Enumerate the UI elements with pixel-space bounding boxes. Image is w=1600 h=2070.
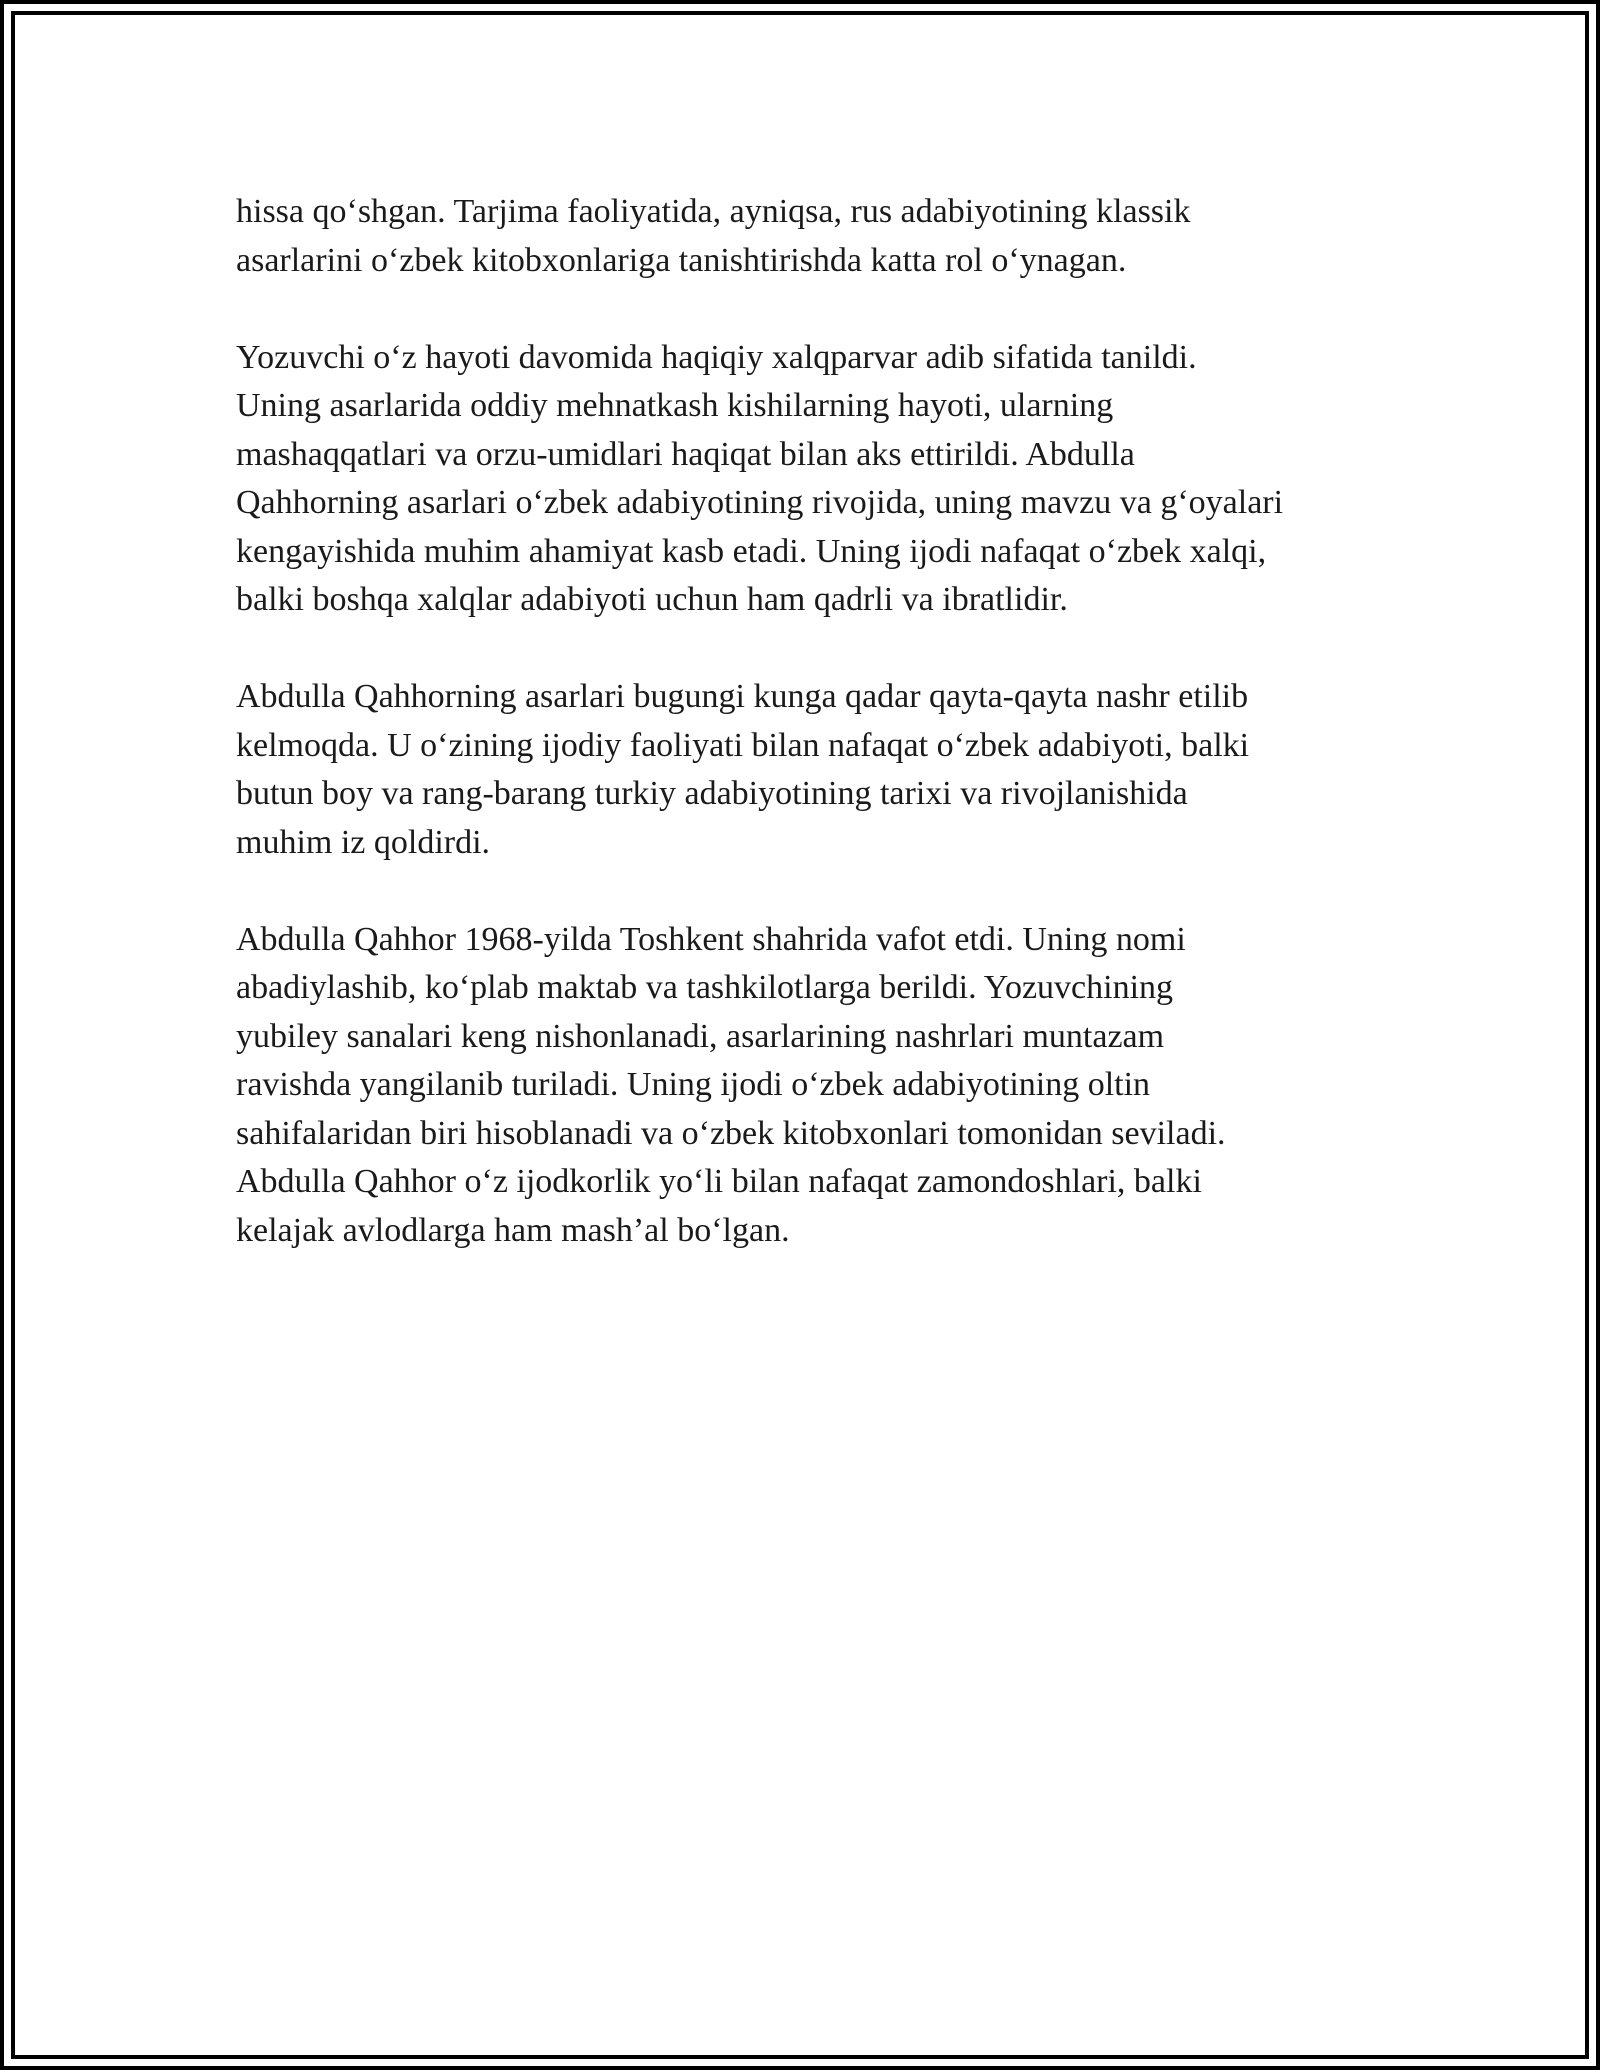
paragraph-translation: [236, 188, 1376, 285]
text-line: muhim iz qoldirdi.: [236, 823, 491, 861]
text-line: Abdulla Qahhorning asarlari bugungi kunga qadar qayta-qayta nashr etilib: [236, 678, 1249, 715]
text-line: yubiley sanalari keng nishonlanadi, asarlarining nashrlari muntazam: [236, 1017, 1165, 1055]
paragraph-legacy: [236, 916, 1376, 1256]
text-line: Abdulla Qahhor 1968-yilda Toshkent shahrida vafot etdi. Uning nomi: [236, 920, 1186, 958]
document-body: [236, 188, 1376, 1304]
text-line: Uning asarlarida oddiy mehnatkash kishilarning hayoti, ularning: [236, 387, 1114, 424]
text-line: Abdulla Qahhor o‘z ijodkorlik yo‘li bilan nafaqat zamondoshlari, balki: [236, 1163, 1202, 1200]
text-line: Qahhorning asarlari o‘zbek adabiyotining rivojida, uning mavzu va g‘oyalari: [236, 484, 1284, 521]
paragraph-publication: [236, 673, 1376, 867]
paragraph-writer-recognition: [236, 334, 1376, 625]
text-line: butun boy va rang-barang turkiy adabiyotining tarixi va rivojlanishida: [236, 775, 1188, 812]
text-line: Yozuvchi o‘z hayoti davomida haqiqiy xalqparvar adib sifatida tanildi.: [236, 338, 1197, 376]
text-line: kengayishida muhim ahamiyat kasb etadi. Uning ijodi nafaqat o‘zbek xalqi,: [236, 532, 1267, 570]
text-line: kelmoqda. U o‘zining ijodiy faoliyati bilan nafaqat o‘zbek adabiyoti, balki: [236, 726, 1250, 764]
text-line: sahifalaridan biri hisoblanadi va o‘zbek kitobxonlari tomonidan seviladi.: [236, 1114, 1226, 1152]
text-line: hissa qo‘shgan. Tarjima faoliyatida, ayniqsa, rus adabiyotining klassik: [236, 193, 1191, 230]
text-line: mashaqqatlari va orzu-umidlari haqiqat bilan aks ettirildi. Abdulla: [236, 435, 1135, 473]
text-line: kelajak avlodlarga ham mash’al bo‘lgan.: [236, 1211, 790, 1249]
text-line: balki boshqa xalqlar adabiyoti uchun ham qadrli va ibratlidir.: [236, 581, 1068, 618]
text-line: asarlarini o‘zbek kitobxonlariga tanishtirishda katta rol o‘ynagan.: [236, 241, 1127, 279]
text-line: ravishda yangilanib turiladi. Uning ijodi o‘zbek adabiyotining oltin: [236, 1066, 1151, 1103]
text-line: abadiylashib, ko‘plab maktab va tashkilotlarga berildi. Yozuvchining: [236, 969, 1174, 1006]
